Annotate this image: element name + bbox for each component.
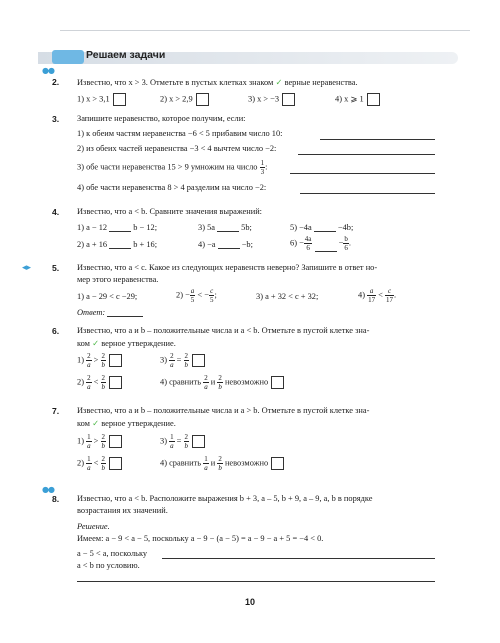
item: 1) к обеим частям неравенства −6 < 5 прибавим число 10: (77, 129, 283, 138)
task-text: Запишите неравенство, которое получим, если: (77, 114, 246, 123)
option: 3) a + 32 < c + 32; (256, 292, 319, 301)
task-text: мер этого неравенства. (77, 275, 159, 284)
answer-checkbox[interactable] (113, 93, 126, 106)
expr: 6) − $\frac{4a}{6}$ − $\frac{b}{6}$ . (290, 235, 351, 252)
answer-checkbox[interactable] (192, 354, 205, 367)
task-number: 3. (52, 114, 60, 124)
item: 2) из обеих частей неравенства −3 < 4 вычтем число −2: (77, 144, 277, 153)
option: 3) $\frac{1}{a}$ = $\frac{2}{b}$ (160, 433, 205, 450)
expr: 1) a − 12 b − 12; (77, 223, 158, 232)
task-text: ком ✓ верное утверждение. (77, 418, 176, 428)
task-number: 5. (52, 263, 60, 273)
answer-blank[interactable] (109, 248, 131, 249)
answer-checkbox[interactable] (109, 354, 122, 367)
answer-checkbox[interactable] (109, 435, 122, 448)
answer-line[interactable] (320, 139, 435, 140)
option: 1) a − 29 < c −29; (77, 292, 138, 301)
option: 2) x > 2,9 (160, 93, 209, 106)
option: 2) − $\frac{a}{5}$ < − $\frac{c}{5}$ ; (176, 287, 217, 304)
fraction: $\frac{1}{3}$ (260, 159, 265, 176)
checkmark-icon: ✓ (92, 418, 100, 428)
checkmark-icon: ✓ (275, 77, 283, 87)
option: 4) x ⩾ 1 (335, 93, 380, 106)
task-text: Известно, что a < c. Какое из следующих неравенств неверно? Запишите в ответ но- (77, 263, 378, 272)
option: 1) $\frac{2}{a}$ > $\frac{2}{b}$ (77, 352, 122, 369)
answer-checkbox[interactable] (367, 93, 380, 106)
option: 1) $\frac{1}{a}$ > $\frac{2}{b}$ (77, 433, 122, 450)
task-number: 4. (52, 207, 60, 217)
expr: 4) −a −b; (198, 240, 253, 249)
answer-checkbox[interactable] (109, 457, 122, 470)
answer-line[interactable] (77, 581, 435, 582)
option: 4) сравнить $\frac{1}{a}$ и $\frac{2}{b}$ невозможно (160, 455, 284, 472)
answer-checkbox[interactable] (271, 376, 284, 389)
arrows-icon: ◂▸ (22, 263, 32, 273)
option: 4) $\frac{a}{17}$ < $\frac{c}{17}$ . (358, 287, 397, 304)
task-text: Известно, что a < b. Сравните значения выражений: (77, 207, 263, 216)
answer-blank[interactable] (109, 231, 131, 232)
task-text: Известно, что a и b – положительные числа и a > b. Отметьте в пустой клетке зна- (77, 406, 370, 415)
answer-checkbox[interactable] (282, 93, 295, 106)
page-number: 10 (244, 597, 255, 607)
header-tab (52, 50, 84, 64)
option: 1) x > 3,1 (77, 93, 126, 106)
expr: 3) 5a 5b; (198, 223, 252, 232)
answer-blank[interactable] (218, 248, 240, 249)
answer-checkbox[interactable] (271, 457, 284, 470)
solution-line: Имеем: a − 9 < a − 5, поскольку a − 9 − (a − 5) = a − 9 − a + 5 = −4 < 0. (77, 534, 324, 543)
answer-blank[interactable] (314, 231, 336, 232)
task-text: Известно, что a < b. Расположите выражения b + 3, a – 5, b + 9, a – 9, a, b в порядке (77, 494, 373, 503)
top-rule (60, 30, 470, 31)
expr: 5) −4a −4b; (290, 223, 354, 232)
answer-label: Ответ: (77, 308, 143, 317)
answer-line[interactable] (300, 193, 435, 194)
task-number: 8. (52, 494, 60, 504)
answer-blank[interactable] (315, 251, 337, 252)
option: 3) x > −3 (248, 93, 295, 106)
answer-line[interactable] (290, 173, 435, 174)
answer-line[interactable] (298, 154, 435, 155)
task-number: 6. (52, 326, 60, 336)
option: 2) $\frac{1}{a}$ < $\frac{2}{b}$ (77, 455, 122, 472)
task-text: Известно, что x > 3. Отметьте в пустых клетках знаком ✓ верные неравенства. (77, 77, 358, 87)
answer-checkbox[interactable] (196, 93, 209, 106)
checkmark-icon: ✓ (92, 338, 100, 348)
answer-checkbox[interactable] (192, 435, 205, 448)
dots-icon: ●● (42, 485, 54, 494)
solution-label: Решение. (77, 522, 110, 531)
expr: 2) a + 16 b + 16; (77, 240, 158, 249)
solution-line: a < b по условию. (77, 561, 140, 570)
dots-icon: ●● (42, 66, 54, 75)
option: 4) сравнить $\frac{2}{a}$ и $\frac{2}{b}$ невозможно (160, 374, 284, 391)
task-text: ком ✓ верное утверждение. (77, 338, 176, 348)
task-number: 7. (52, 406, 60, 416)
task-text: Известно, что a и b – положительные числа и a < b. Отметьте в пустой клетке зна- (77, 326, 370, 335)
option: 2) $\frac{2}{a}$ < $\frac{2}{b}$ (77, 374, 122, 391)
answer-blank[interactable] (217, 231, 239, 232)
answer-line[interactable] (162, 558, 435, 559)
answer-checkbox[interactable] (109, 376, 122, 389)
item: 3) обе части неравенства 15 > 9 умножим на число $\frac{1}{3}$ : (77, 159, 268, 176)
answer-blank[interactable] (107, 316, 143, 317)
task-number: 2. (52, 77, 60, 87)
item: 4) обе части неравенства 8 > 4 разделим на число −2: (77, 183, 267, 192)
task-text: возрастания их значений. (77, 506, 168, 515)
option: 3) $\frac{2}{a}$ = $\frac{2}{b}$ (160, 352, 205, 369)
page-title: Решаем задачи (86, 49, 166, 61)
solution-line: a − 5 < a, поскольку (77, 549, 148, 558)
